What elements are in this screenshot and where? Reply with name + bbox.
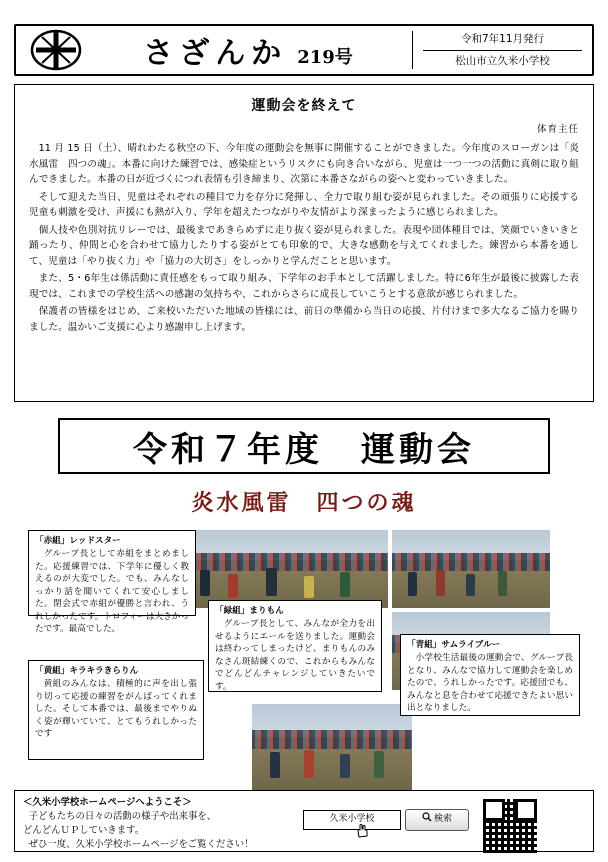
comment-team-name: 「赤組」レッドスター <box>35 536 121 546</box>
comment-body: 黄組のみんなは、積極的に声を出し張り切って応援の練習をがんばってくれました。そして本番では、最後までやりぬく姿が輝いていて、とてもうれしかったです <box>35 679 197 740</box>
search-input[interactable]: 久米小学校 <box>303 810 401 830</box>
article-box <box>14 84 594 402</box>
search-button[interactable] <box>405 809 469 831</box>
comment-team-name: 「黄組」キラキラきらりん <box>35 666 139 676</box>
article-paragraph: また、5・6年生は係活動に責任感をもって取り組み、下学年のお手本として活躍しました。特に6年生が最後に披露した表現では、これまでの学校生活への感謝の気持ちや、これからさらに成長していこうとする意欲が感じられました。 <box>29 273 579 300</box>
event-banner-text: 令和７年度 運動会 <box>133 429 475 470</box>
article-byline: 体育主任 <box>536 124 579 135</box>
photo-group-performance <box>392 530 550 608</box>
newsletter-title: さざんか <box>143 36 288 71</box>
comment-body: グループ長として、みんなが全力を出せるようにエールを送りました。運動会は終わってしまったけど、まりもんのみなさん斑結練くので、これからもみんなでどんどんチャレンジしていきたいです。 <box>215 619 375 692</box>
photo-relay-race <box>180 530 388 608</box>
footer-title: ＜久米小学校ホームページへようこそ＞ <box>23 797 192 808</box>
comment-box-blue <box>400 634 580 716</box>
event-slogan: 炎水風雷 四つの魂 <box>191 490 417 516</box>
publication-info <box>412 31 582 69</box>
magnifier-icon <box>422 812 432 828</box>
article-paragraph: 保護者の皆様をはじめ、ご来校いただいた地域の皆様には、前日の準備から当日の応援、片付けまで多大なるご協力を賜りました。温かいご支援に心より感謝申し上げます。 <box>29 306 579 333</box>
footer-line-2: どんどんＵＰしていきます。 <box>23 825 145 837</box>
photo-dance <box>252 704 412 790</box>
footer-line-3: ぜひ一度、久米小学校ホームページをご覧ください！ <box>28 839 254 851</box>
school-crest-icon <box>28 29 84 71</box>
school-name: 松山市立久米小学校 <box>455 54 550 67</box>
comment-team-name: 「緑組」まりもん <box>215 606 284 616</box>
comment-box-yellow <box>28 660 204 760</box>
comment-box-green <box>208 600 382 692</box>
comment-body: 小学校生活最後の運動会で、グループ長となり、みんなで協力して運動会を楽しめたので、うれしかったです。応援団でも、みんなと息を合わせて応援できたよい思い出となりました。 <box>407 653 573 714</box>
event-banner <box>58 418 550 474</box>
article-paragraph: 11 月 15 日（土）、晴れわたる秋空の下、今年度の運動会を無事に開催することができました。今年度のスローガンは「炎水風雷 四つの魂」。本番に向けた練習では、感染症というリスクにも向き合いながら、児童は一つ一つの活動に真剣に取り組んできました。本番の日が近づくにつれ表情も引き締まり、次第に本番さながらの姿へと変わっていきました。 <box>29 143 579 186</box>
search-button-label: 検索 <box>433 814 452 825</box>
comment-body: グループ長として赤組をまとめました。応援練習では、下学年に優しく教えるのが大変でした。でも、みんなしっかり話を聞いてくれて安心しました。閉会式で赤組が優勝と言われ、うれしかったです。トロフィーは大きかったです。最高でした。 <box>35 549 189 635</box>
masthead <box>14 24 594 76</box>
comment-team-name: 「青組」サムライブルー <box>407 640 501 650</box>
qr-code[interactable] <box>483 799 537 853</box>
publish-date: 令和7年11月発行 <box>423 31 582 50</box>
article-heading: 運動会を終えて <box>251 98 357 114</box>
article-paragraph: そして迎えた当日、児童はそれぞれの種目で力を存分に発揮し、全力で取り組む姿が見られました。その頑張りに応援する児童も刺激を受け、声援にも熱が入り、学年を超えたつながりや友情がより深まったように感じられました。 <box>29 191 579 219</box>
hand-cursor-icon <box>355 823 369 839</box>
article-paragraph: 個人技や色別対抗リレーでは、最後まであきらめずに走り抜く姿が見られました。表現や団体種目では、笑顔でいきいきと踊ったり、仲間と心を合わせて協力したりする姿がとても印象的で、大きな感動を与えてくれました。練習から本番を通して、児童は「やり抜く力」や「協力の大切さ」をしっかりと学んだことと思います。 <box>29 224 579 267</box>
comment-box-red <box>28 530 196 635</box>
masthead-title-group <box>84 28 412 72</box>
issue-number: 219号 <box>297 47 353 68</box>
footer-box <box>14 790 594 852</box>
search-row <box>303 809 469 831</box>
footer-line-1: 子どもたちの日々の活動の様子や出来事を、 <box>28 811 217 823</box>
